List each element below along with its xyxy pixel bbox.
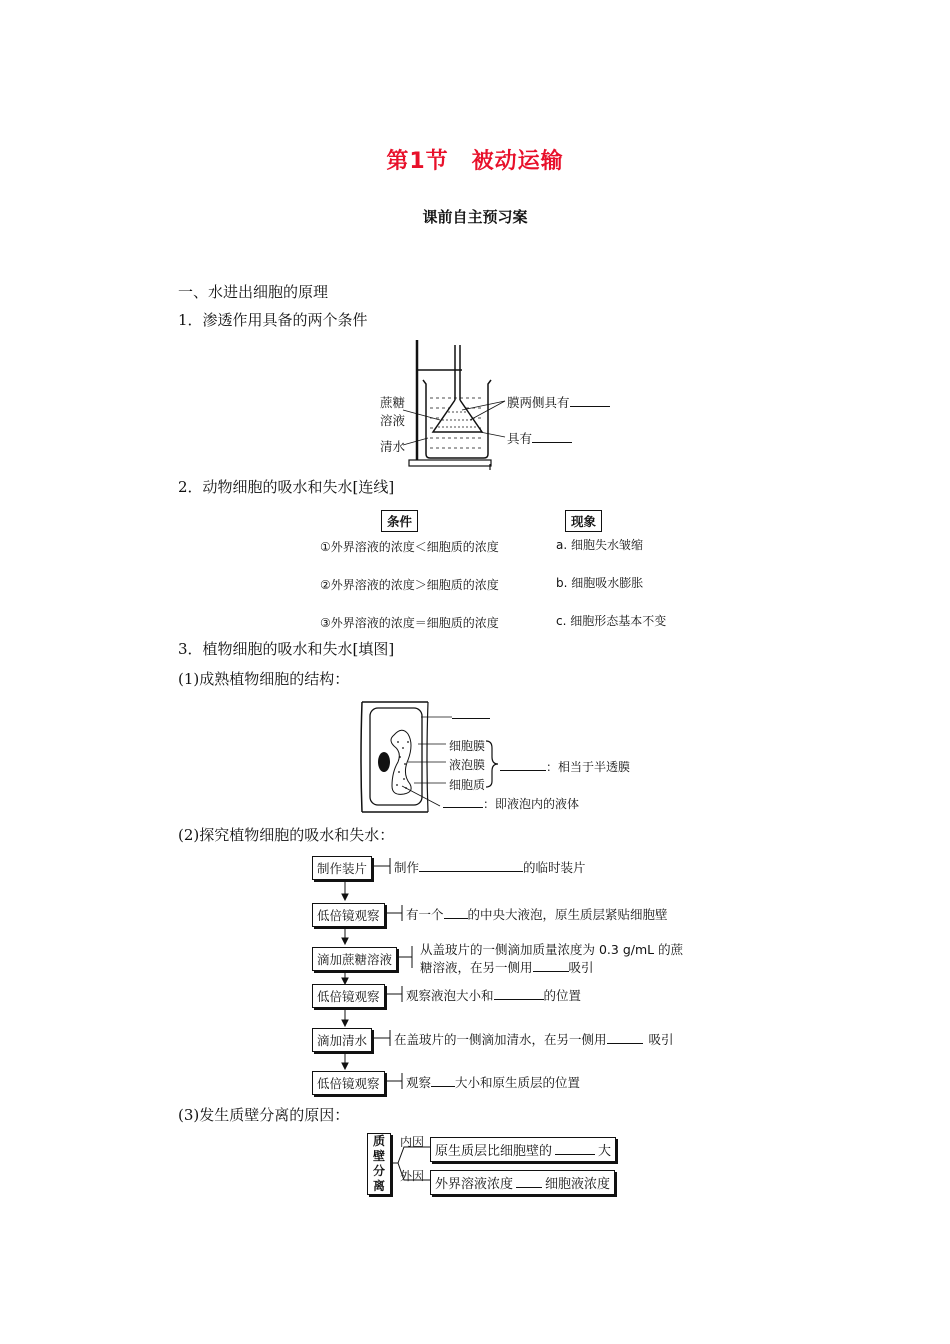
flow-step-text: 观察液泡大小和 的位置 — [406, 988, 582, 1003]
phenomena-header: 现象 — [565, 510, 602, 532]
inner-cause-label: 内因 — [400, 1135, 425, 1149]
label-semi-permeable: ：相当于半透膜 — [500, 758, 630, 775]
outer-cause-box: 外界溶液浓度 细胞液浓度 — [430, 1170, 615, 1195]
flow-step-text: 在盖玻片的一侧滴加清水，在另一侧用 吸引 — [394, 1032, 674, 1047]
sub-2-heading: (2)探究植物细胞的吸水和失水： — [178, 826, 395, 844]
answer-blank[interactable] — [555, 1142, 595, 1155]
answer-blank[interactable] — [516, 1175, 542, 1188]
condition-item[interactable]: ③外界溶液的浓度＝细胞质的浓度 — [320, 616, 499, 630]
condition-item[interactable]: ①外界溶液的浓度＜细胞质的浓度 — [320, 540, 499, 554]
item-3-heading: 3．植物细胞的吸水和失水[填图] — [178, 640, 395, 658]
flow-step-text: 从盖玻片的一侧滴加质量浓度为 0.3 g/mL 的蔗 — [420, 942, 684, 957]
label-cytoplasm: 细胞质 — [449, 778, 486, 792]
sub-3-heading: (3)发生质壁分离的原因： — [178, 1106, 350, 1124]
flow-step-box: 低倍镜观察 — [312, 1071, 385, 1095]
label-sucrose: 蔗糖 — [380, 395, 406, 410]
label-has: 具有 — [507, 429, 572, 447]
outer-cause-label: 外因 — [400, 1169, 425, 1183]
label-cell-membrane: 细胞膜 — [449, 739, 486, 753]
phenomenon-item[interactable]: c. 细胞形态基本不变 — [556, 614, 667, 628]
flow-step-box: 低倍镜观察 — [312, 984, 385, 1008]
plasmolysis-main-box: 质 壁 分 离 — [367, 1133, 391, 1195]
label-clear-water: 清水 — [380, 439, 406, 454]
conditions-header: 条件 — [381, 510, 418, 532]
section-heading: 一、水进出细胞的原理 — [178, 283, 329, 301]
label-cell-sap: ：即液泡内的液体 — [443, 795, 579, 812]
flow-step-box: 制作装片 — [312, 856, 372, 880]
phenomenon-item[interactable]: b. 细胞吸水膨胀 — [556, 576, 644, 590]
sub-1-heading: (1)成熟植物细胞的结构： — [178, 670, 350, 688]
condition-item[interactable]: ②外界溶液的浓度＞细胞质的浓度 — [320, 578, 499, 592]
inner-cause-box: 原生质层比细胞壁的 大 — [430, 1137, 616, 1162]
flow-step-box: 滴加蔗糖溶液 — [312, 947, 397, 971]
item-2-heading: 2．动物细胞的吸水和失水[连线] — [178, 478, 395, 496]
flow-step-text: 观察 大小和原生质层的位置 — [406, 1075, 581, 1090]
label-vacuole-membrane: 液泡膜 — [449, 758, 486, 772]
flow-step-box: 滴加清水 — [312, 1028, 372, 1052]
flow-step-text: 有一个 的中央大液泡，原生质层紧贴细胞壁 — [406, 907, 668, 922]
page-subtitle: 课前自主预习案 — [422, 208, 528, 226]
item-1-heading: 1．渗透作用具备的两个条件 — [178, 311, 368, 329]
flow-step-box: 低倍镜观察 — [312, 903, 385, 927]
flow-step-text: 制作 的临时装片 — [394, 860, 586, 875]
label-membrane-sides: 膜两侧具有 — [507, 393, 610, 411]
page-title: 第1节 被动运输 — [386, 149, 564, 174]
flow-step-text: 糖溶液，在另一侧用 吸引 — [420, 960, 594, 975]
label-solution: 溶液 — [380, 413, 406, 428]
phenomenon-item[interactable]: a. 细胞失水皱缩 — [556, 538, 643, 552]
